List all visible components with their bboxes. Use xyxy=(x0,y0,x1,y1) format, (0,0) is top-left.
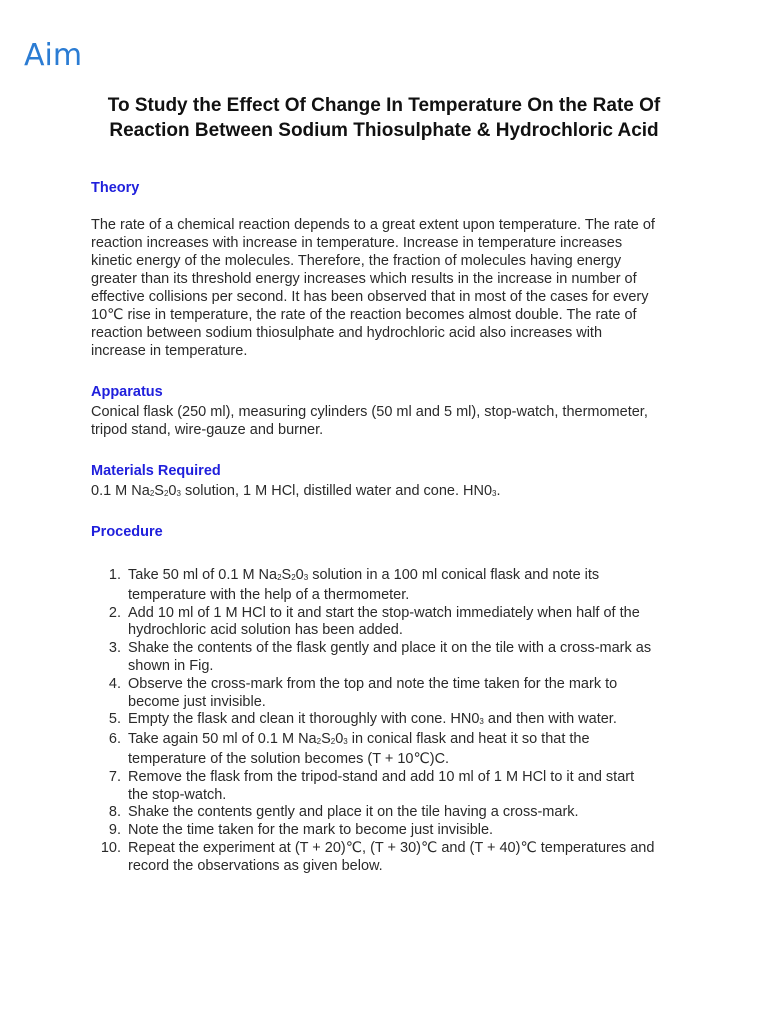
procedure-step xyxy=(91,804,701,822)
theory-heading: Theory xyxy=(91,180,140,196)
step-text: the stop-watch. xyxy=(128,786,227,803)
procedure-step xyxy=(91,605,701,641)
document-title xyxy=(60,93,708,143)
step-text: Empty the flask and clean it thoroughly with cone. $HN0_3$ and then with water. xyxy=(128,711,617,728)
step-text: Take 50 ml of 0.1 M $Na_2S_20_3$ solution in a 100 ml conical flask and note its xyxy=(128,567,600,583)
step-text: hydrochloric acid solution has been added. xyxy=(128,622,403,639)
step-number: 9. xyxy=(108,822,121,839)
title-line-2: Reaction Between Sodium Thiosulphate & Hydrochloric Acid xyxy=(109,120,659,141)
procedure-step xyxy=(91,567,701,605)
theory-line: greater than its threshold energy increases which results in the increase in number of xyxy=(91,271,637,287)
step-text: Remove the flask from the tripod-stand and add 10 ml of 1 M HCl to it and start xyxy=(128,768,635,785)
procedure-step xyxy=(91,840,701,876)
materials-heading: Materials Required xyxy=(91,463,221,479)
theory-line: 10℃ rise in temperature, the rate of the reaction becomes almost double. The rate of xyxy=(91,307,637,323)
theory-line: The rate of a chemical reaction depends to a great extent upon temperature. The rate of xyxy=(91,217,655,233)
theory-paragraph xyxy=(91,216,691,360)
step-text: shown in Fig. xyxy=(128,657,214,674)
step-text: Shake the contents of the flask gently and place it on the tile with a cross-mark as xyxy=(128,640,652,657)
procedure-list xyxy=(91,567,701,876)
step-text: record the observations as given below. xyxy=(128,857,383,874)
theory-line: reaction increases with increase in temperature. Increase in temperature increases xyxy=(91,235,623,251)
step-text: become just invisible. xyxy=(128,693,266,710)
step-text: Observe the cross-mark from the top and note the time taken for the mark to xyxy=(128,675,618,692)
apparatus-line: Conical flask (250 ml), measuring cylinders (50 ml and 5 ml), stop-watch, thermometer, xyxy=(91,404,648,420)
procedure-step xyxy=(91,769,701,805)
procedure-step xyxy=(91,640,701,676)
apparatus-line: tripod stand, wire-gauze and burner. xyxy=(91,422,324,438)
apparatus-heading: Apparatus xyxy=(91,384,163,400)
step-text: Note the time taken for the mark to become just invisible. xyxy=(128,822,494,839)
procedure-step xyxy=(91,731,701,769)
title-line-1: To Study the Effect Of Change In Temperature On the Rate Of xyxy=(107,95,661,116)
theory-line: effective collisions per second. It has been observed that in most of the cases for every xyxy=(91,289,649,305)
theory-line: kinetic energy of the molecules. Therefore, the fraction of molecules having energy xyxy=(91,253,622,269)
step-number: 8. xyxy=(108,804,121,821)
step-number: 3. xyxy=(108,640,121,657)
materials-line: 0.1 M $Na_2S_20_3$ solution, 1 M HCl, distilled water and cone. $HN0_3$. xyxy=(91,483,501,499)
step-number: 7. xyxy=(108,768,121,785)
step-text: Take again 50 ml of 0.1 M $Na_2S_20_3$ in conical flask and heat it so that the xyxy=(128,731,590,748)
theory-line: increase in temperature. xyxy=(91,343,248,359)
procedure-step xyxy=(91,676,701,712)
step-text: Add 10 ml of 1 M HCl to it and start the stop-watch immediately when half of the xyxy=(128,604,640,621)
step-number: 5. xyxy=(108,711,121,728)
aim-heading: Aim xyxy=(24,38,83,73)
step-text: Repeat the experiment at (T + 20)℃, (T + 30)℃ and (T + 40)℃ temperatures and xyxy=(128,839,655,856)
procedure-step xyxy=(91,711,701,731)
procedure-heading: Procedure xyxy=(91,524,163,540)
procedure-step xyxy=(91,822,701,840)
step-number: 10. xyxy=(100,839,121,856)
step-number: 4. xyxy=(108,675,121,692)
step-text: temperature with the help of a thermometer. xyxy=(128,586,410,603)
step-text: Shake the contents gently and place it on the tile having a cross-mark. xyxy=(128,804,579,821)
step-text: temperature of the solution becomes (T + 10℃)C. xyxy=(128,750,450,767)
step-number: 2. xyxy=(108,604,121,621)
theory-line: reaction between sodium thiosulphate and hydrochloric acid also increases with xyxy=(91,325,603,341)
step-number: 6. xyxy=(108,731,121,748)
step-number: 1. xyxy=(108,567,121,583)
apparatus-paragraph xyxy=(91,403,691,439)
materials-paragraph xyxy=(91,482,691,503)
